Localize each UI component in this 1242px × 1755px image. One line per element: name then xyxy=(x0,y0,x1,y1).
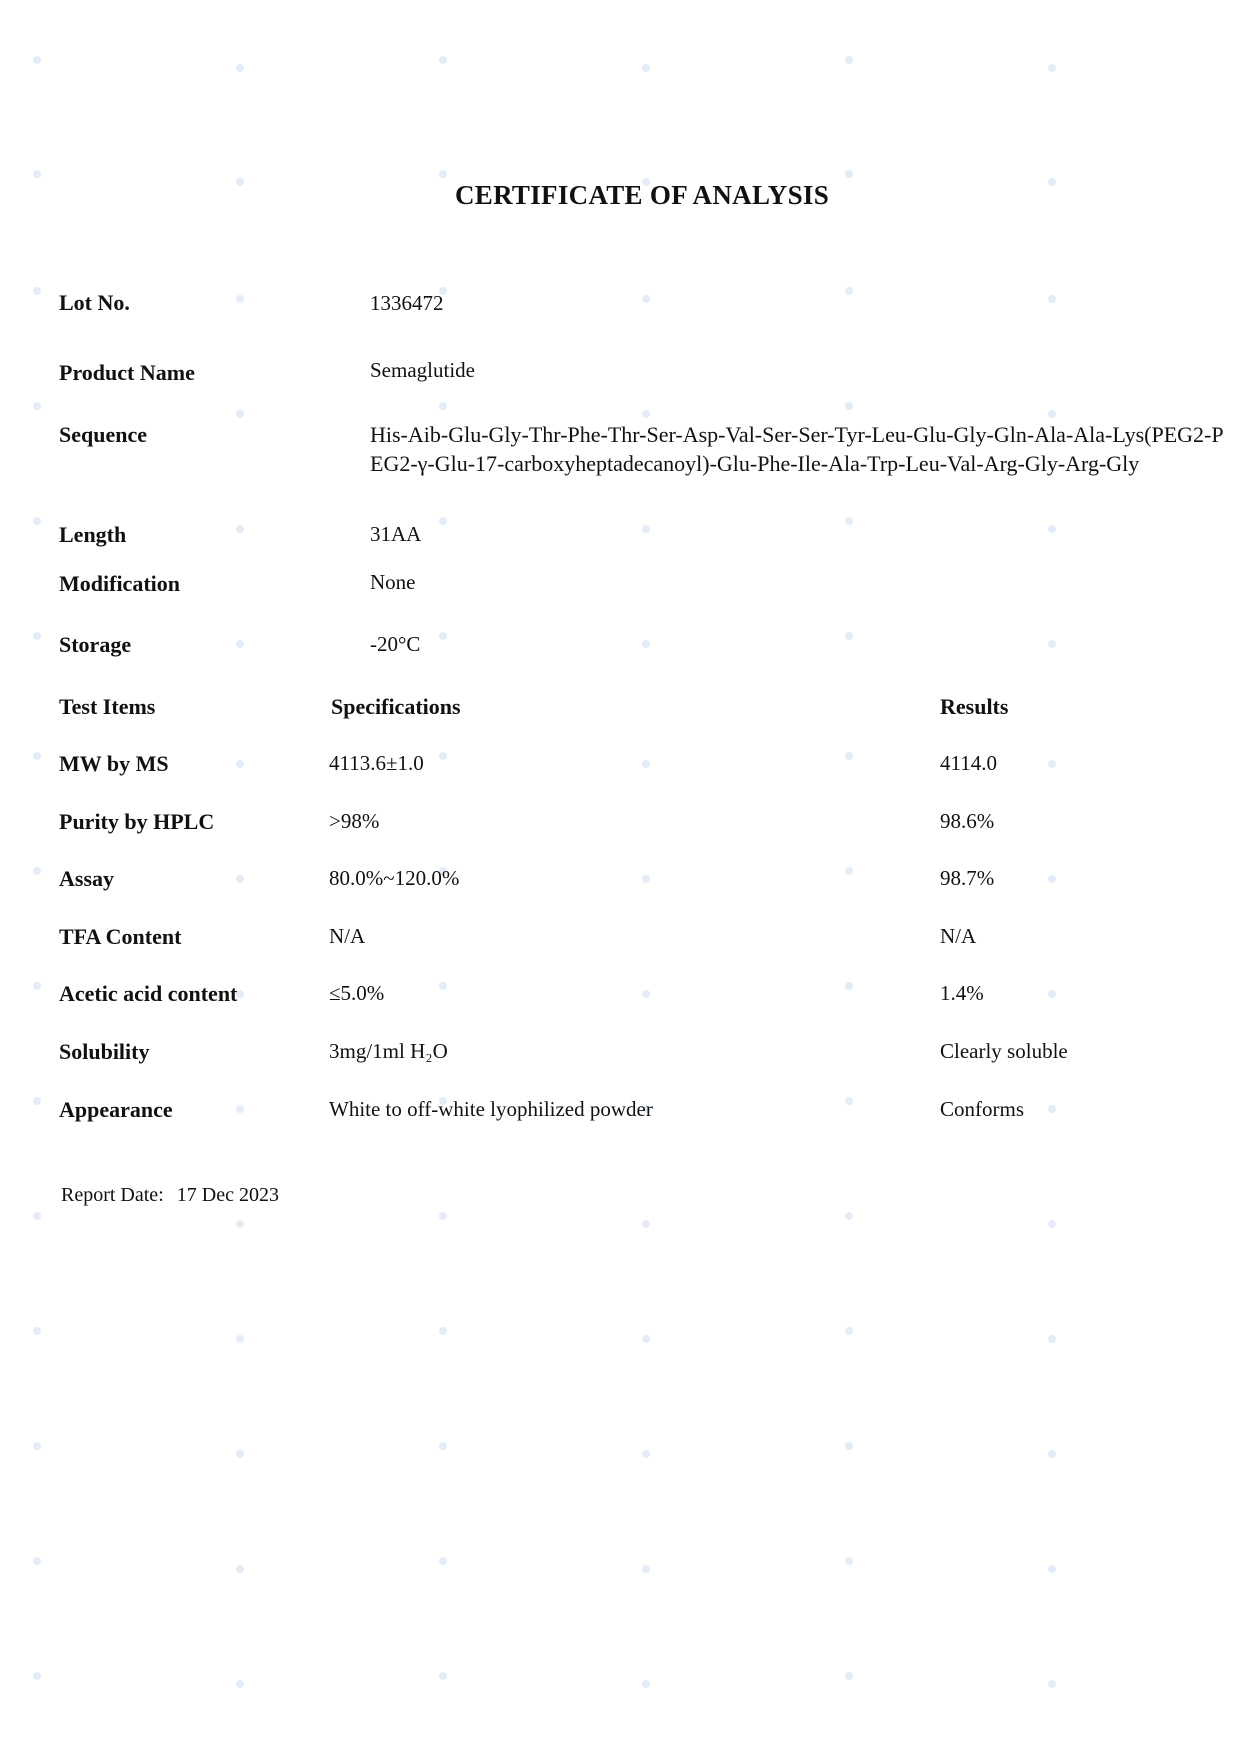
background-dot xyxy=(33,517,41,525)
row-spec: >98% xyxy=(329,809,380,833)
row-result: N/A xyxy=(940,924,977,948)
background-dot xyxy=(1048,1565,1056,1573)
row-spec: 3mg/1ml H₂O xyxy=(329,1039,448,1063)
background-dot xyxy=(845,287,853,295)
background-dot xyxy=(845,982,853,990)
background-dot xyxy=(33,1097,41,1105)
background-dot xyxy=(845,1212,853,1220)
lot-number-value: 1336472 xyxy=(370,291,444,315)
background-dot xyxy=(642,640,650,648)
background-dot xyxy=(1048,410,1056,418)
row-item: Acetic acid content xyxy=(59,981,238,1006)
background-dot xyxy=(236,1220,244,1228)
row-result: 1.4% xyxy=(940,981,984,1005)
row-spec: N/A xyxy=(329,924,366,948)
background-dot xyxy=(845,867,853,875)
storage-value: -20°C xyxy=(370,632,421,656)
background-dot xyxy=(642,1450,650,1458)
background-dot xyxy=(439,170,447,178)
background-dot xyxy=(439,982,447,990)
lot-number-label: Lot No. xyxy=(59,290,130,315)
background-dot xyxy=(33,1327,41,1335)
background-dot xyxy=(845,1327,853,1335)
background-dot xyxy=(642,295,650,303)
background-dot xyxy=(236,1680,244,1688)
product-name-value: Semaglutide xyxy=(370,358,475,382)
background-dot xyxy=(1048,990,1056,998)
background-dot xyxy=(236,64,244,72)
modification-value: None xyxy=(370,570,416,594)
row-item: Purity by HPLC xyxy=(59,809,215,834)
background-dot xyxy=(439,517,447,525)
background-dot xyxy=(642,525,650,533)
row-result: 98.7% xyxy=(940,866,995,890)
background-dot xyxy=(1048,1680,1056,1688)
header-test-items: Test Items xyxy=(59,694,156,719)
row-item: Solubility xyxy=(59,1039,150,1064)
row-result: Clearly soluble xyxy=(940,1039,1068,1063)
row-item: Assay xyxy=(59,866,115,891)
background-dot xyxy=(845,1442,853,1450)
background-dot xyxy=(642,1565,650,1573)
report-date-line xyxy=(61,1184,279,1207)
report-date-label: Report Date: xyxy=(61,1184,164,1206)
background-dot xyxy=(1048,525,1056,533)
report-date-value: 17 Dec 2023 xyxy=(176,1184,279,1206)
row-spec: 80.0%~120.0% xyxy=(329,866,460,890)
background-dot xyxy=(1048,1335,1056,1343)
background-dot xyxy=(439,56,447,64)
background-dot xyxy=(845,402,853,410)
background-dot xyxy=(33,982,41,990)
background-dot xyxy=(845,56,853,64)
background-dot xyxy=(33,56,41,64)
background-dot xyxy=(439,402,447,410)
background-dot xyxy=(33,1672,41,1680)
background-dot xyxy=(33,1212,41,1220)
background-dot xyxy=(33,1442,41,1450)
background-dot xyxy=(33,752,41,760)
background-dot xyxy=(33,170,41,178)
row-result: 98.6% xyxy=(940,809,995,833)
background-dot xyxy=(236,875,244,883)
row-item: MW by MS xyxy=(59,751,169,776)
storage-label: Storage xyxy=(59,632,132,657)
background-dot xyxy=(642,1220,650,1228)
length-value: 31AA xyxy=(370,522,422,546)
background-dot xyxy=(642,760,650,768)
sequence-label: Sequence xyxy=(59,422,147,447)
background-dot xyxy=(1048,1220,1056,1228)
background-dot xyxy=(236,410,244,418)
row-result: Conforms xyxy=(940,1097,1024,1121)
length-label: Length xyxy=(59,522,127,547)
background-dot xyxy=(845,752,853,760)
row-item: Appearance xyxy=(59,1097,173,1122)
background-dot xyxy=(642,64,650,72)
background-dot xyxy=(642,1680,650,1688)
background-dot xyxy=(33,287,41,295)
product-name-label: Product Name xyxy=(59,360,195,385)
row-spec: 4113.6±1.0 xyxy=(329,751,424,775)
background-dot xyxy=(1048,1105,1056,1113)
background-dot xyxy=(236,1105,244,1113)
background-dot xyxy=(845,632,853,640)
background-dot xyxy=(236,760,244,768)
background-dot xyxy=(1048,875,1056,883)
row-result: 4114.0 xyxy=(940,751,997,775)
background-dot xyxy=(439,632,447,640)
background-dot xyxy=(642,1335,650,1343)
background-dot xyxy=(845,517,853,525)
row-spec: White to off-white lyophilized powder xyxy=(329,1097,653,1121)
background-dot xyxy=(1048,1450,1056,1458)
background-dot xyxy=(642,875,650,883)
background-dot xyxy=(236,295,244,303)
header-results: Results xyxy=(940,694,1009,719)
background-dot xyxy=(236,525,244,533)
sequence-value: His-Aib-Glu-Gly-Thr-Phe-Thr-Ser-Asp-Val-Ser-Ser-Tyr-Leu-Glu-Gly-Gln-Ala-Ala-Lys(PEG2-PEG2-γ-Glu-17-carboxyheptadecanoyl)-Glu-Phe-Ile-Ala-Trp-Leu-Val-Arg-Gly-Arg-Gly xyxy=(370,422,1224,476)
background-dot xyxy=(33,402,41,410)
background-dot xyxy=(845,1672,853,1680)
background-dot xyxy=(642,410,650,418)
background-dot xyxy=(439,1442,447,1450)
background-dot xyxy=(33,632,41,640)
background-dot xyxy=(236,1335,244,1343)
background-dot xyxy=(439,752,447,760)
background-dot xyxy=(845,170,853,178)
row-item: TFA Content xyxy=(59,924,182,949)
background-dot xyxy=(439,1672,447,1680)
header-specifications: Specifications xyxy=(331,694,461,719)
background-dot xyxy=(33,867,41,875)
background-dot xyxy=(1048,760,1056,768)
background-dot xyxy=(1048,295,1056,303)
background-dot xyxy=(439,1557,447,1565)
background-dot xyxy=(1048,64,1056,72)
background-dot xyxy=(439,1212,447,1220)
row-spec: ≤5.0% xyxy=(329,981,385,1005)
background-dot xyxy=(236,1450,244,1458)
background-dot xyxy=(845,1097,853,1105)
modification-label: Modification xyxy=(59,571,180,596)
background-dot xyxy=(845,1557,853,1565)
page-title: CERTIFICATE OF ANALYSIS xyxy=(454,180,830,210)
background-dot xyxy=(642,990,650,998)
background-dot xyxy=(236,640,244,648)
background-dot xyxy=(236,1565,244,1573)
background-dot xyxy=(33,1557,41,1565)
background-dot xyxy=(439,1327,447,1335)
background-dot xyxy=(1048,640,1056,648)
